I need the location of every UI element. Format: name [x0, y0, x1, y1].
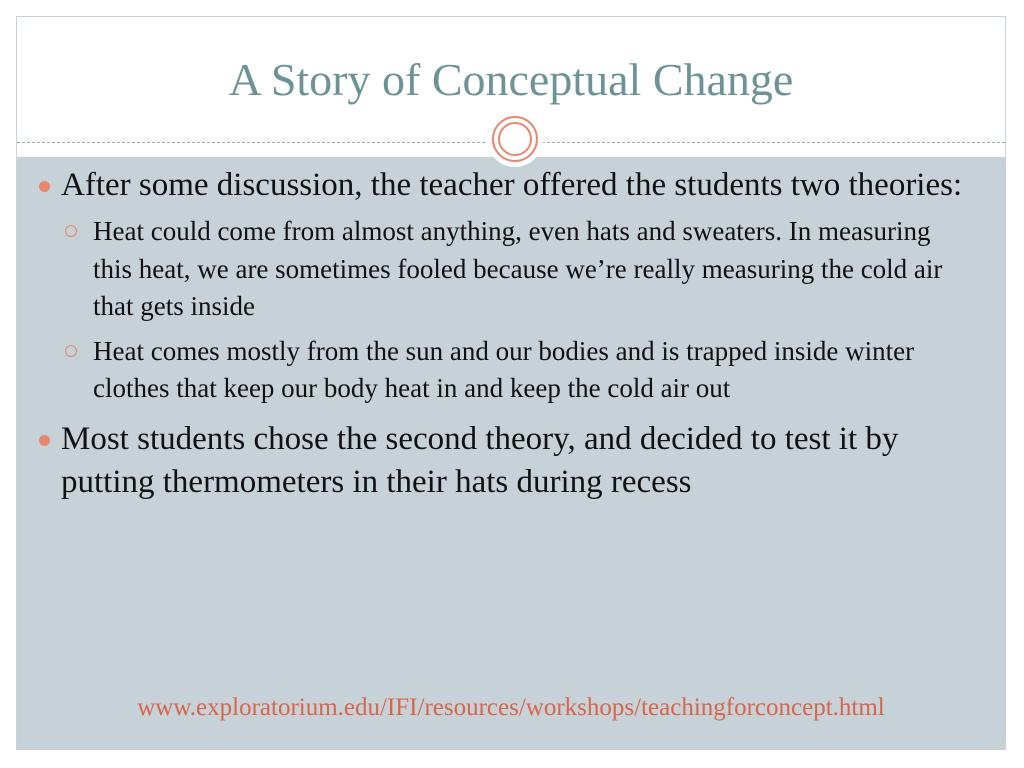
- filled-circle-bullet-icon: [39, 435, 50, 446]
- hollow-circle-bullet-icon: [65, 345, 77, 357]
- ornament-inner-ring: [498, 122, 532, 156]
- bullet-list: [37, 164, 967, 510]
- slide-title: A Story of Conceptual Change: [228, 54, 794, 105]
- bullet-item: [37, 418, 967, 504]
- sub-bullet-text: Heat could come from almost anything, even hats and sweaters. In measuring this heat, we are sometimes fooled because we’re really measuring the cold air that gets inside: [93, 216, 943, 321]
- bullet-text: After some discussion, the teacher offered the students two theories:: [61, 167, 963, 203]
- sub-bullet-list: [61, 213, 967, 408]
- sub-bullet-item: [61, 333, 967, 408]
- filled-circle-bullet-icon: [39, 181, 50, 192]
- hollow-circle-bullet-icon: [65, 225, 77, 237]
- slide: [16, 16, 1006, 750]
- source-link[interactable]: www.exploratorium.edu/IFI/resources/workshops/teachingforconcept.html: [137, 694, 885, 721]
- sub-bullet-text: Heat comes mostly from the sun and our bodies and is trapped inside winter clothes that keep our body heat in and keep the cold air out: [93, 335, 915, 403]
- bullet-text: Most students chose the second theory, and decided to test it by putting thermometers in their hats during recess: [61, 420, 899, 500]
- concentric-circles-icon: [487, 111, 543, 167]
- sub-bullet-item: [61, 213, 967, 326]
- bullet-item: [37, 164, 967, 408]
